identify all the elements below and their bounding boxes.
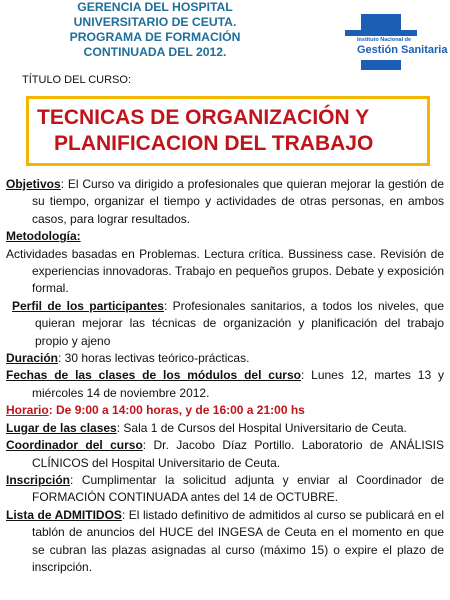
section-text: : Profesionales sanitarios, a todos los niveles, que quieran mejorar las técnicas de organización y planificación del trabajo propio y ajeno [35,298,444,348]
section-perfil [6,298,444,350]
section-metodologia-key [6,228,444,245]
logo-line2: Gestión Sanitaria [357,44,448,56]
section-objetivos [6,176,444,228]
section-admitidos [6,507,444,577]
section-coordinador [6,437,444,472]
section-lugar [6,420,444,437]
section-text: : Sala 1 de Cursos del Hospital Universitario de Ceuta. [116,420,407,435]
logo-line1: Instituto Nacional de [357,37,412,43]
section-key: Inscripción [6,472,71,487]
section-text: : 30 horas lectivas teórico-prácticas. [58,351,250,366]
section-fechas [6,367,444,402]
course-title-line1: TECNICAS DE ORGANIZACIÓN Y [37,106,370,129]
section-duracion [6,350,444,367]
section-text: : El listado definitivo de admitidos al curso se publicará en el tablón de anuncios del HUCE del INGESA de Ceuta en el momento en que se cubran las plazas asignadas al curso (máximo 15) o expire el plazo de inscripción. [32,507,444,574]
section-key: Metodología: [6,229,81,244]
course-title-label: TÍTULO DEL CURSO: [22,74,131,86]
header-line: UNIVERSITARIO DE CEUTA. [73,15,237,29]
section-key: Coordinador del curso [6,438,143,453]
course-title-box [26,96,430,166]
section-key: Horario [6,403,49,418]
section-text: : El Curso va dirigido a profesionales que quieran mejorar la gestión de su tiempo, organizar el tiempo y actividades de otras personas, en ambos casos, para lograr resultados. [32,177,444,226]
section-horario [6,402,444,419]
section-text: : Cumplimentar la solicitud adjunta y enviar al Coordinador de FORMACIÓN CONTINUADA antes del 14 de OCTUBRE. [32,472,444,505]
header-line: GERENCIA DEL HOSPITAL [77,0,233,14]
section-inscripcion [6,472,444,507]
section-text: Actividades basadas en Problemas. Lectura crítica. Bussiness case. Revisión de experiencias innovadoras. Trabajo en pequeños grupos. Debate y exposición formal. [6,246,444,296]
ingesa-logo [331,12,448,74]
header-line: CONTINUADA DEL 2012. [83,45,227,59]
section-metodologia [6,246,444,298]
section-key: Objetivos [6,177,61,191]
header-block [40,0,270,60]
header-line: PROGRAMA DE FORMACIÓN [69,30,241,44]
course-details [6,176,444,576]
section-text: : Dr. Jacobo Díaz Portillo. Laboratorio de ANÁLISIS CLÍNICOS del Hospital Universitario de Ceuta. [32,438,444,470]
course-title-line2: PLANIFICACION DEL TRABAJO [54,132,374,155]
section-text: : Lunes 12, martes 13 y miércoles 14 de noviembre 2012. [32,368,444,400]
section-key: Lista de ADMITIDOS [6,507,122,522]
section-key: Fechas de las clases de los módulos del curso [6,368,301,383]
section-key: Duración [6,351,59,366]
section-key: Lugar de las clases [6,420,117,435]
section-text: : De 9:00 a 14:00 horas, y de 16:00 a 21:00 hs [48,403,305,418]
section-key: Perfil de los participantes [12,298,164,313]
